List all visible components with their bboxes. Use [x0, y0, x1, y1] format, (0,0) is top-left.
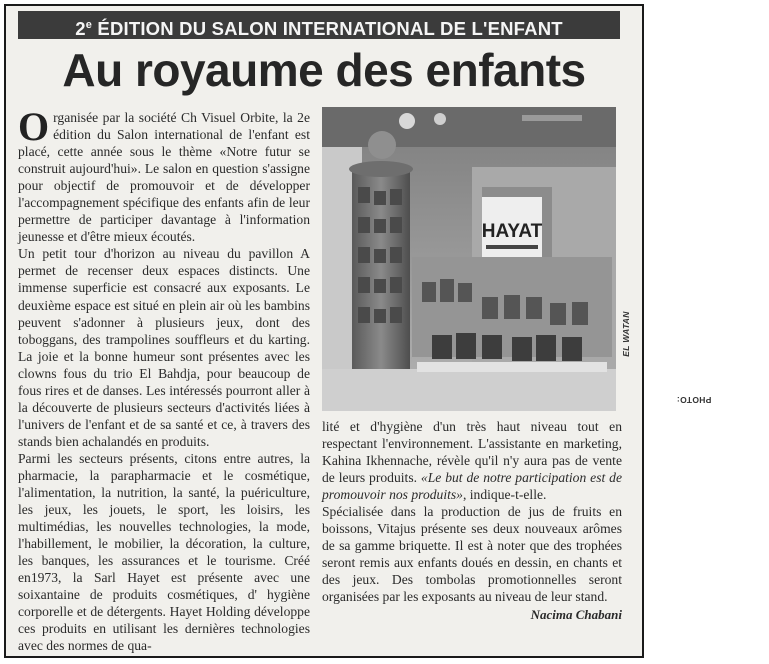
kicker-banner — [18, 11, 620, 39]
text-column-right — [322, 418, 622, 623]
kicker-number: 2 — [75, 18, 86, 40]
paragraph-sectors: Parmi les secteurs présents, citons entre autres, la pharmacie, la parapharmacie et le cosmétique, l'alimentation, la nutrition, la santé, la puériculture, les jeux, les jouets, le sport, les loisirs, les multimédias, les nouvelles technologies, la mode, l'habillement, le mobilier, la décoration, la culture, les banques, les assurances et le tourisme. Créé en1973, la Sarl Hayet est présente avec une soixantaine de produits cosmétiques, d' hygiène corporelle et de détergents. Hayet Holding développe ces produits en utilisant les dernières technologies avec des normes de qua- — [18, 450, 310, 654]
paragraph-intro — [18, 104, 310, 245]
exhibition-stand-photo — [322, 107, 616, 411]
headline: Au royaume des enfants — [62, 44, 586, 96]
marketing-quote: «Le but de notre participation est de promouvoir nos produits» — [322, 470, 622, 503]
paragraph-vitajus: Spécialisée dans la production de jus de fruits en boissons, Vitajus présente ses deux nouveaux arômes de sa gamme briquette. Il est à noter que des trophées seront remis aux enfants doués en dessin, en chants et des jeux. Des tombolas promotionnelles seront organisées par les exposants au niveau de leur stand. — [322, 504, 622, 605]
kicker-text: ÉDITION DU SALON INTERNATIONAL DE L'ENFANT — [92, 18, 563, 40]
paragraph-marketing: lité et d'hygiène d'un très haut niveau tout en respectant l'environnement. L'assistante en marketing, Kahina Ikhennache, révèle qu'il n'y aura pas de vente de leurs produits. «Le but de notre participation est de promouvoir nos produits», indique-t-elle. — [322, 419, 622, 503]
photo-credit — [617, 261, 712, 411]
text-column-left — [18, 104, 310, 655]
author-signature: Nacima Chabani — [530, 606, 622, 622]
article-frame — [4, 4, 712, 658]
article-photo — [322, 107, 616, 411]
kicker-superscript: e — [85, 19, 93, 31]
paragraph-intro-text: rganisée par la société Ch Visuel Orbite, la 2e édition du Salon international de l'enfant est placé, cette année sous le thème «Notre futur se construit aujourd'hui». Le salon en question s'assigne pour objectif de promouvoir et de développer l'accompagnement spécifique des enfants afin de leur permettre de participer davantage à l'information jeunesse et d'être mieux écoutés. — [18, 110, 310, 245]
dropcap: O — [18, 104, 50, 149]
hayat-sign-text: HAYAT — [481, 221, 543, 242]
paragraph-tour: Un petit tour d'horizon au niveau du pavillon A permet de recenser deux espaces distincts. Une immense superficie est consacré aux exposants. Le deuxième espace est situé en plein air où les bambins peuvent s'adonner à plusieurs jeux, dont des toboggans, des trampolines souffleurs et du karting. La joie et la bonne humeur sont présentes avec les clowns fous du trio El Bahdja, pour beaucoup de fous rires et de danses. Les intéressés pourront aller à la découverte de plusieurs secteurs d'activités liées à l'univers de l'enfant et de sa santé et ce, à travers des stands bien achalandés en produits. — [18, 246, 310, 449]
photo-credit-text: PHOTO: EL WATAN — [621, 311, 712, 405]
